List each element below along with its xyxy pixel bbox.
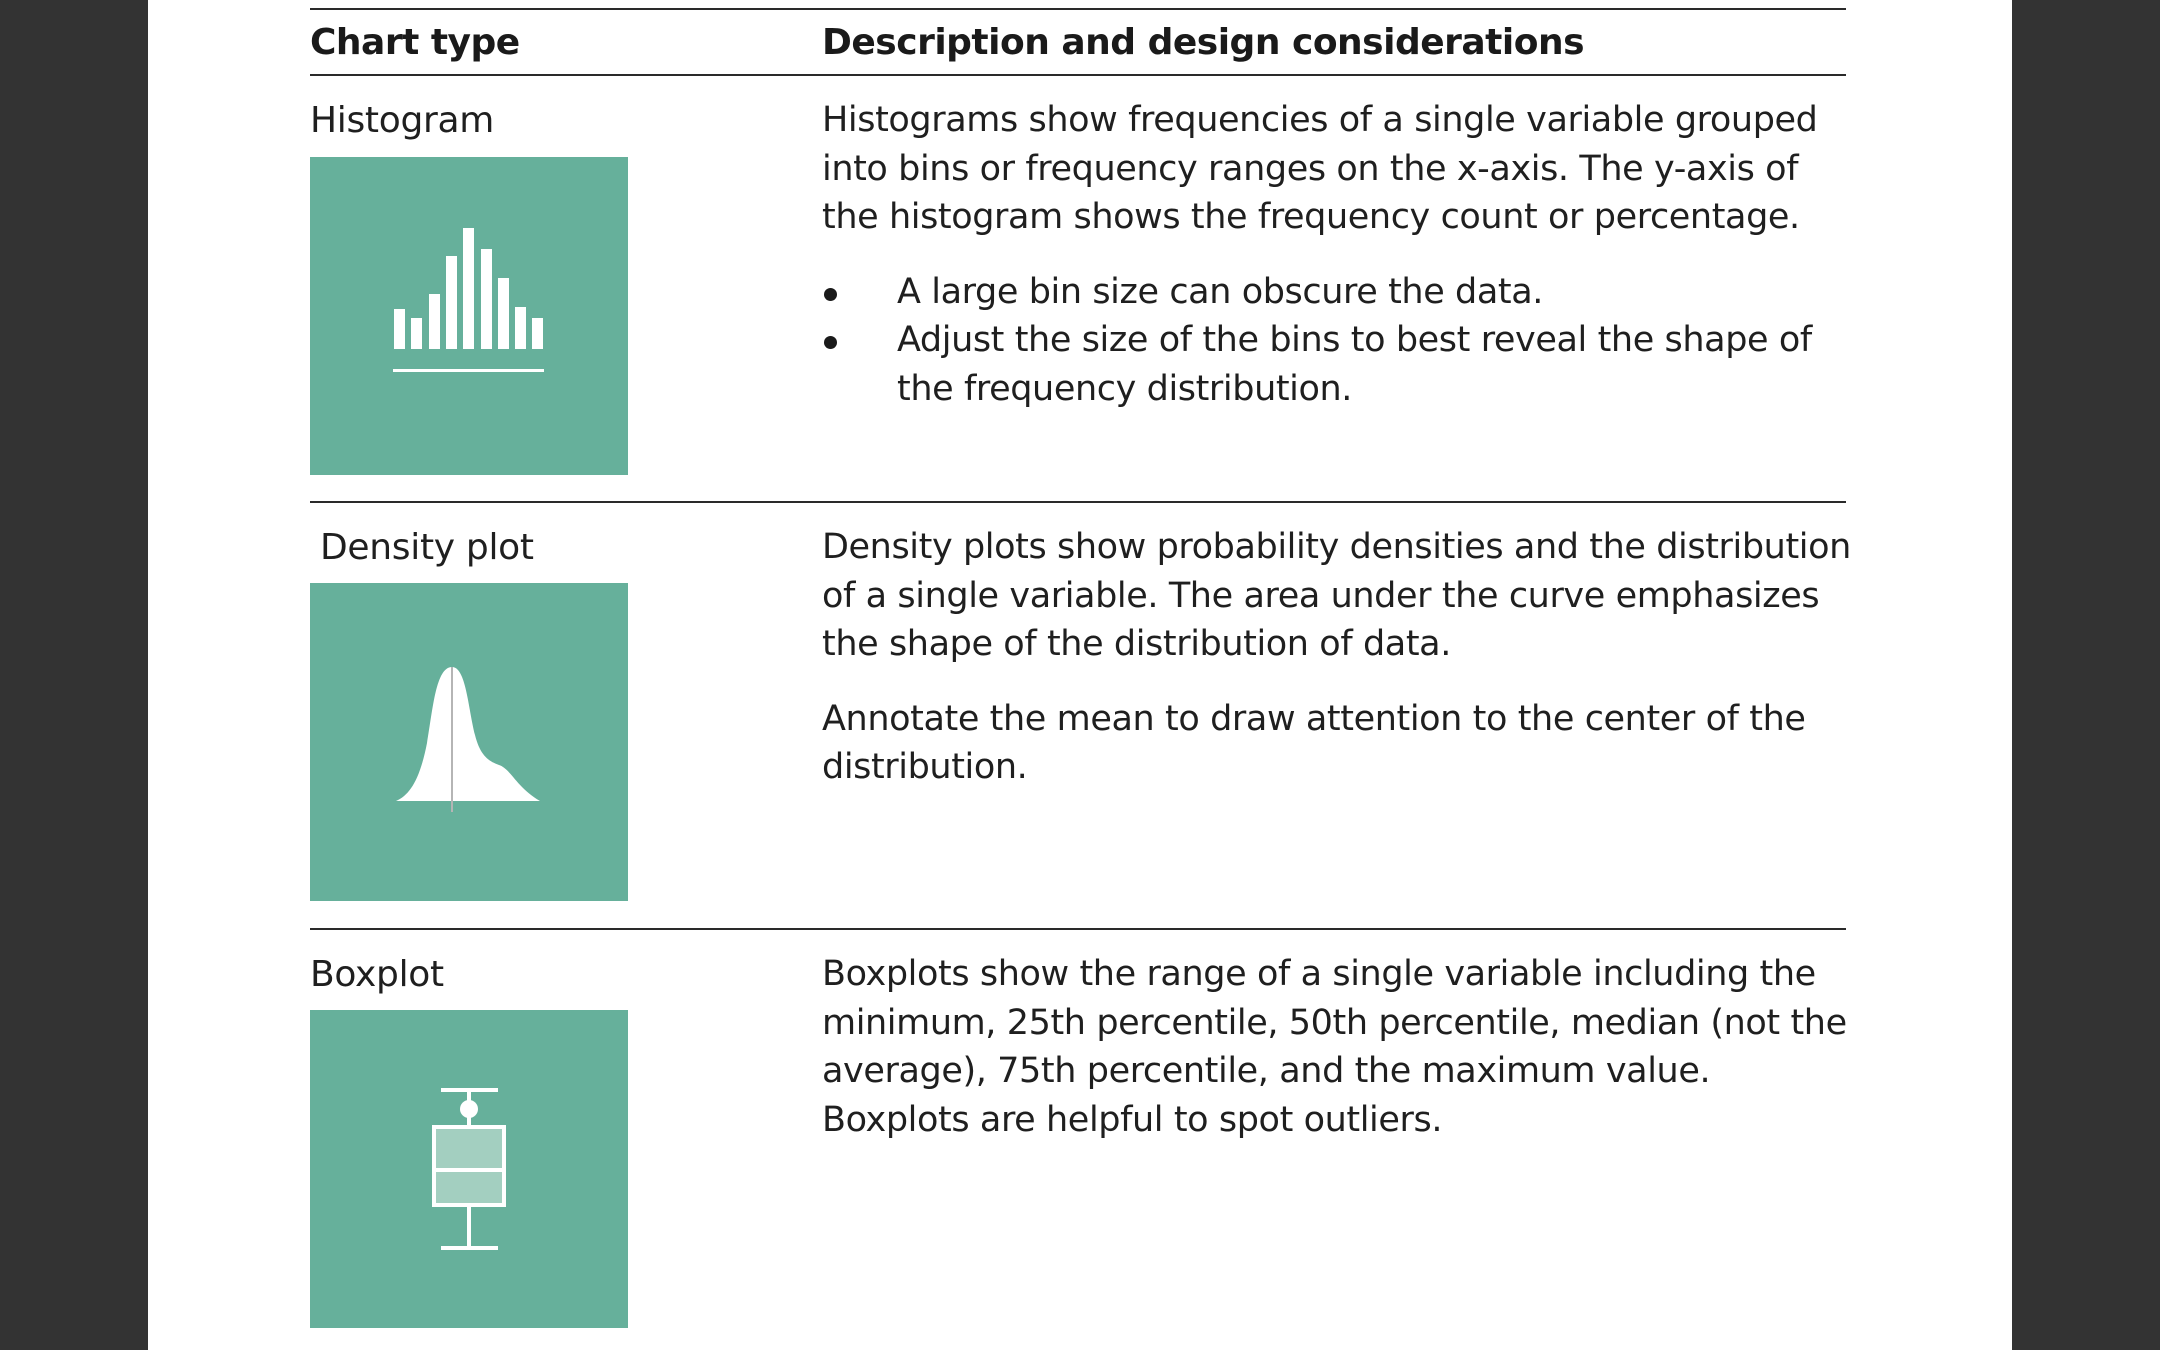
list-item [822,268,1857,317]
density-plot-icon [310,583,628,901]
bullet-dot [824,288,837,301]
bullet-text: Adjust the size of the bins to best reveal the shape of the frequency distribution. [897,320,1812,409]
table-top-rule [310,8,1846,10]
histogram-paragraph: Histograms show frequencies of a single variable grouped into bins or frequency ranges on the x-axis. The y-axis of the histogram shows the frequency count or percentage. [822,100,1818,237]
list-item [822,316,1857,413]
document-page [148,0,2012,1350]
boxplot-paragraph: Boxplots show the range of a single variable including the minimum, 25th percentile, 50th percentile, median (not the average), 75th percentile, and the maximum value. Boxplots are helpful to spot outliers. [822,954,1847,1140]
row-description-density-plot [822,523,1857,792]
row-description-histogram [822,96,1857,413]
density-plot-thumbnail [310,583,628,901]
row-label-histogram: Histogram [310,100,495,141]
histogram-thumbnail [310,157,628,475]
density-paragraph-1: Density plots show probability densities and the distribution of a single variable. The area under the curve emphasizes the shape of the distribution of data. [822,527,1851,664]
row-rule-1 [310,501,1846,503]
header-description: Description and design considerations [822,22,1585,63]
row-rule-2 [310,928,1846,930]
row-label-boxplot: Boxplot [310,954,444,995]
row-label-density-plot: Density plot [320,527,534,568]
row-description-boxplot [822,950,1857,1144]
density-paragraph-2: Annotate the mean to draw attention to the center of the distribution. [822,698,1806,787]
bullet-text: A large bin size can obscure the data. [897,271,1544,312]
boxplot-icon [310,1010,628,1328]
boxplot-thumbnail [310,1010,628,1328]
header-rule [310,74,1846,76]
histogram-icon [310,157,628,475]
histogram-bullets [822,268,1857,414]
header-chart-type: Chart type [310,22,520,63]
bullet-dot [824,336,837,349]
